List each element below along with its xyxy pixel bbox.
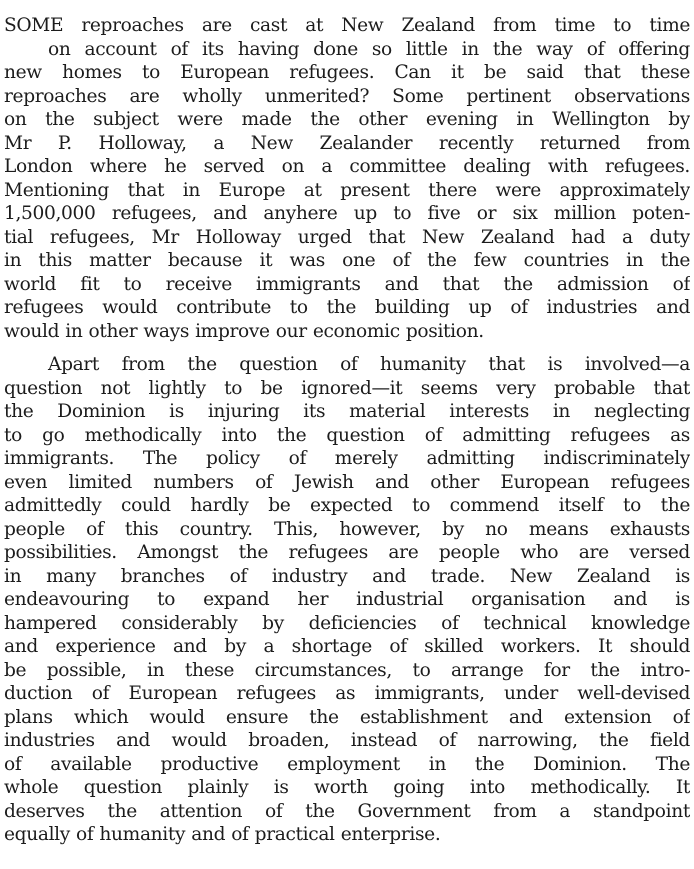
paragraph-2-line-8: people of this country. This, however, by no means exhausts — [4, 518, 690, 540]
paragraph-2-line-16: plans which would ensure the establishment and extension of — [4, 706, 690, 728]
paragraph-2-line-3: the Dominion is injuring its material interests in neglecting — [4, 401, 690, 422]
paragraph-2-line-20: deserves the attention of the Government from a standpoint — [4, 800, 690, 822]
paragraph-1-line-7: London where he served on a committee dealing with refugees. — [4, 156, 690, 177]
paragraph-1-line-13: refugees would contribute to the building up of industries and — [4, 297, 690, 318]
paragraph-2-line-1: Apart from the question of humanity that is involved—a — [48, 354, 690, 375]
paragraph-1-line-1: SOME reproaches are cast at New Zealand from time to time — [4, 15, 690, 36]
paragraph-1-line-4: reproaches are wholly unmerited? Some pertinent observations — [4, 85, 690, 107]
paragraph-1-line-6: Mr P. Holloway, a New Zealander recently returned from — [4, 132, 690, 154]
paragraph-1-line-2: on account of its having done so little in the way of offering — [48, 38, 690, 60]
paragraph-2-line-4: to go methodically into the question of admitting refugees as — [4, 424, 690, 446]
paragraph-1-line-12: world fit to receive immigrants and that the admission of — [4, 273, 690, 295]
paragraph-2-line-12: hampered considerably by deficiencies of technical knowledge — [4, 612, 690, 634]
paragraph-2-line-6: even limited numbers of Jewish and other European refugees — [4, 471, 690, 493]
article-paragraph-2 — [4, 353, 690, 847]
paragraph-2-line-11: endeavouring to expand her industrial organisation and is — [4, 589, 690, 610]
paragraph-1-line-9: 1,500,000 refugees, and anyhere up to five or six million poten- — [4, 203, 690, 224]
paragraph-2-line-17: industries and would broaden, instead of narrowing, the field — [4, 730, 690, 751]
paragraph-1-line-14: would in other ways improve our economic position. — [4, 320, 484, 342]
paragraph-1-line-11: in this matter because it was one of the few countries in the — [4, 250, 690, 271]
paragraph-2-line-13: and experience and by a shortage of skilled workers. It should — [4, 636, 690, 657]
paragraph-2-line-18: of available productive employment in the Dominion. The — [4, 753, 690, 775]
paragraph-1-line-3: new homes to European refugees. Can it be said that these — [4, 62, 690, 83]
paragraph-2-line-5: immigrants. The policy of merely admitting indiscriminately — [4, 448, 690, 469]
paragraph-2-line-10: in many branches of industry and trade. New Zealand is — [4, 565, 690, 587]
paragraph-1-line-10: tial refugees, Mr Holloway urged that New Zealand had a duty — [4, 226, 690, 248]
article-paragraph-1 — [4, 14, 690, 343]
paragraph-1-line-5: on the subject were made the other evening in Wellington by — [4, 109, 690, 130]
paragraph-2-line-19: whole question plainly is worth going into methodically. It — [4, 777, 690, 798]
paragraph-2-line-2: question not lightly to be ignored—it seems very probable that — [4, 377, 690, 399]
paragraph-1-line-8: Mentioning that in Europe at present there were approximately — [4, 179, 690, 201]
paragraph-2-line-9: possibilities. Amongst the refugees are people who are versed — [4, 542, 690, 563]
paragraph-2-line-7: admittedly could hardly be expected to commend itself to the — [4, 495, 690, 516]
paragraph-2-line-15: duction of European refugees as immigrants, under well-devised — [4, 683, 690, 704]
paragraph-2-line-21: equally of humanity and of practical enterprise. — [4, 824, 441, 845]
paragraph-2-line-14: be possible, in these circumstances, to arrange for the intro- — [4, 659, 690, 681]
